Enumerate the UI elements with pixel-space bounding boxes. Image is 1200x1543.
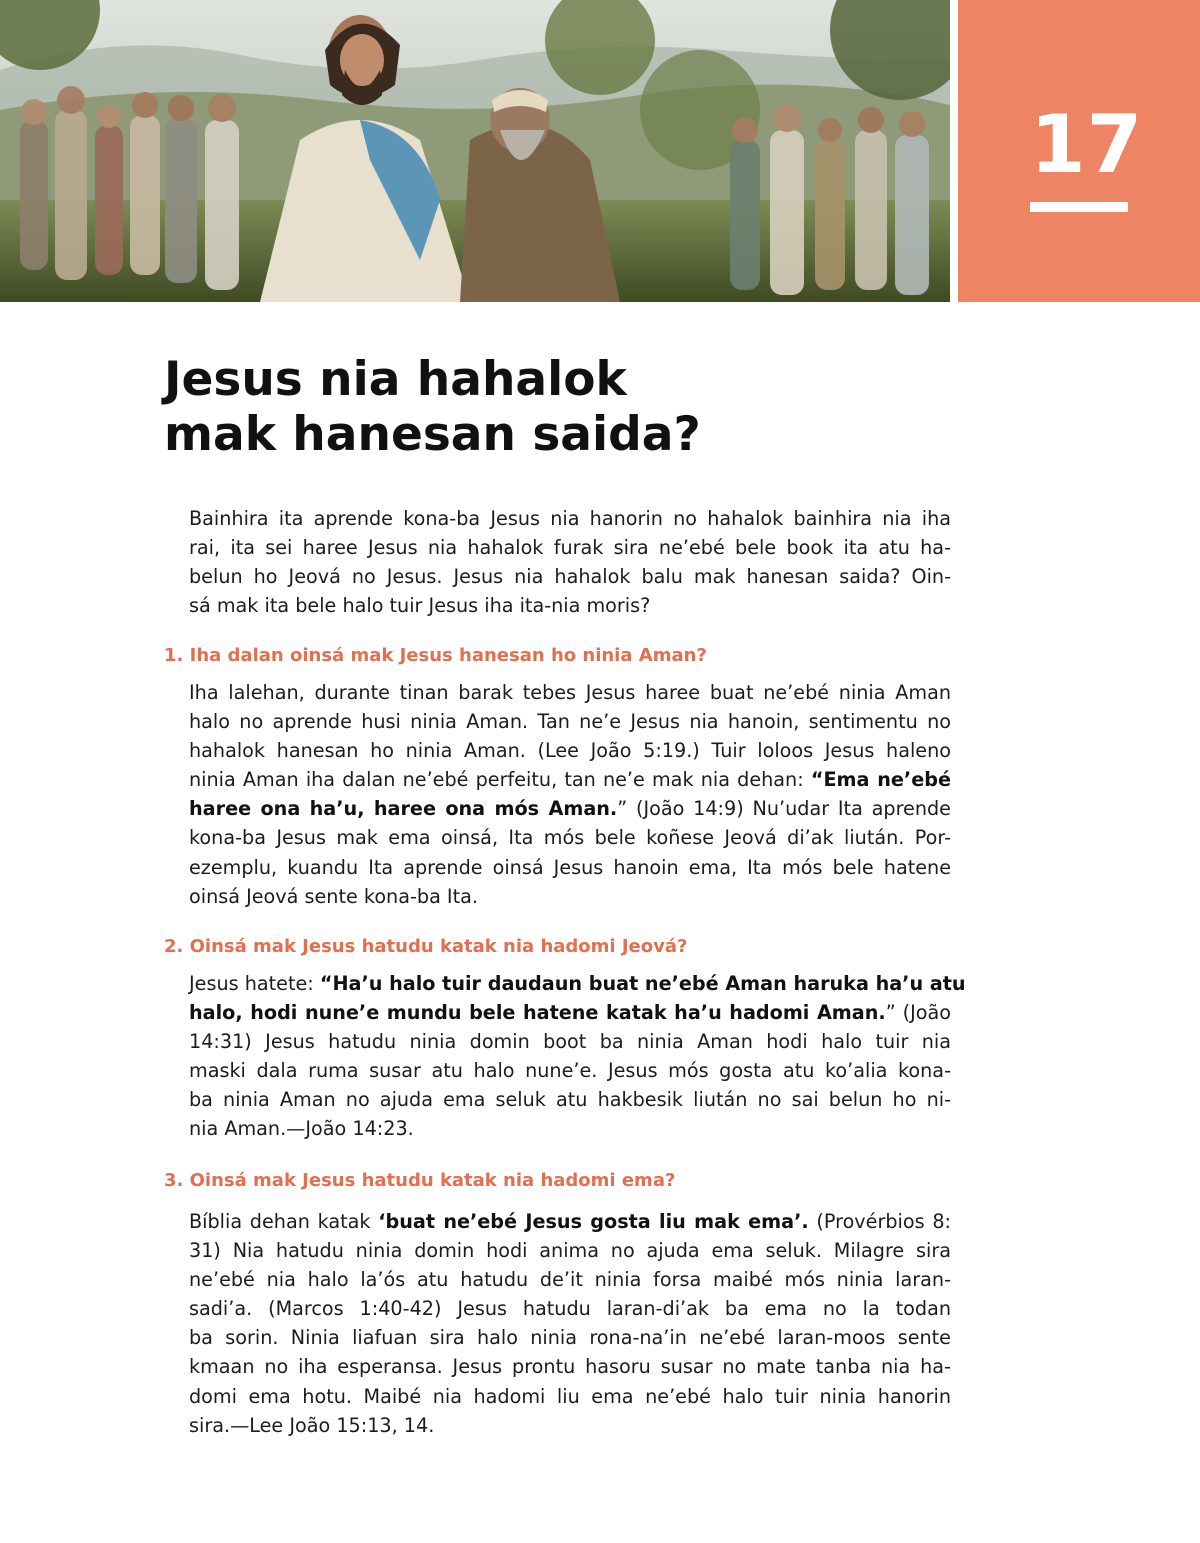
page-title-line-1: Jesus nia hahalok	[164, 352, 627, 407]
scripture-quote: “Ha’u halo tuir daudaun buat ne’ebé Aman haruka ha’u atu	[319, 972, 966, 995]
intro-line: Bainhira ita aprende kona-ba Jesus nia hanorin no hahalok bainhira nia iha	[189, 507, 951, 530]
section-1-paragraph	[189, 678, 951, 911]
paragraph-line: ezemplu, kuandu Ita aprende oinsá Jesus hanoin ema, Ita mós bele hatene	[189, 855, 951, 879]
question-heading-3: 3. Oinsá mak Jesus hatudu katak nia hadomi ema?	[164, 1170, 676, 1191]
paragraph-line: 31) Nia hatudu ninia domin hodi anima no ajuda ema seluk. Milagre sira	[189, 1239, 951, 1263]
paragraph-line: haree ona ha’u, haree ona mós Aman.” (João 14:9) Nu’udar Ita aprende	[189, 797, 951, 821]
section-2-paragraph	[189, 969, 966, 1144]
paragraph-line: oinsá Jeová sente kona-ba Ita.	[189, 884, 478, 908]
paragraph-line: ne’ebé nia halo la’ós atu hatudu de’it ninia forsa maibé mós ninia laran-	[189, 1268, 951, 1292]
paragraph-line: kmaan no iha esperansa. Jesus prontu hasoru susar no mate tanba nia ha-	[189, 1355, 951, 1379]
scripture-quote: ‘buat ne’ebé Jesus gosta liu mak ema’.	[378, 1210, 809, 1233]
scripture-quote: halo, hodi nune’e mundu bele hatene katak ha’u hadomi Aman.	[189, 1001, 886, 1025]
question-heading-1: 1. Iha dalan oinsá mak Jesus hanesan ho ninia Aman?	[164, 645, 707, 666]
paragraph-line: ba ninia Aman no ajuda ema seluk atu hakbesik liután no sai belun ho ni-	[189, 1088, 951, 1112]
paragraph-line: Bíblia dehan katak ‘buat ne’ebé Jesus gosta liu mak ema’. (Provérbios 8:	[189, 1210, 951, 1233]
scripture-quote: haree ona ha’u, haree ona mós Aman.	[189, 797, 618, 821]
paragraph-line: 14:31) Jesus hatudu ninia domin boot ba ninia Aman hodi halo tuir nia	[189, 1030, 951, 1054]
intro-line: belun ho Jeová no Jesus. Jesus nia hahalok balu mak hanesan saida? Oin-	[189, 565, 951, 589]
paragraph-line: ba sorin. Ninia liafuan sira halo ninia rona-na’in ne’ebé laran-moos sente	[189, 1326, 951, 1350]
page-title	[164, 352, 964, 462]
lesson-badge	[958, 0, 1200, 302]
paragraph-line: hahalok hanesan ho ninia Aman. (Lee João 5:19.) Tuir loloos Jesus haleno	[189, 739, 951, 763]
paragraph-line: halo, hodi nune’e mundu bele hatene katak ha’u hadomi Aman.” (João	[189, 1001, 952, 1025]
lesson-number-underline	[1030, 202, 1128, 212]
question-heading-2: 2. Oinsá mak Jesus hatudu katak nia hadomi Jeová?	[164, 936, 688, 957]
scripture-quote: “Ema ne’ebé	[810, 768, 951, 792]
hero-image	[0, 0, 950, 302]
paragraph-line: Iha lalehan, durante tinan barak tebes Jesus haree buat ne’ebé ninia Aman	[189, 681, 951, 704]
intro-line: sá mak ita bele halo tuir Jesus iha ita-nia moris?	[189, 594, 651, 618]
section-3-paragraph	[189, 1207, 951, 1440]
paragraph-line: nia Aman.—João 14:23.	[189, 1117, 414, 1141]
hero-illustration	[0, 0, 950, 302]
paragraph-line: domi ema hotu. Maibé nia hadomi liu ema ne’ebé halo tuir ninia hanorin	[189, 1384, 951, 1408]
page-title-line-2: mak hanesan saida?	[164, 407, 701, 462]
paragraph-line: maski dala ruma susar atu halo nune’e. Jesus mós gosta atu ko’alia kona-	[189, 1059, 951, 1083]
paragraph-line: kona-ba Jesus mak ema oinsá, Ita mós bele koñese Jeová di’ak liután. Por-	[189, 826, 951, 850]
lesson-number: 17	[1030, 98, 1144, 191]
paragraph-line: sadi’a. (Marcos 1:40-42) Jesus hatudu laran-di’ak ba ema no la todan	[189, 1297, 951, 1321]
paragraph-line: ninia Aman iha dalan ne’ebé perfeitu, tan ne’e mak nia dehan: “Ema ne’ebé	[189, 768, 951, 792]
intro-line: rai, ita sei haree Jesus nia hahalok furak sira ne’ebé bele book ita atu ha-	[189, 536, 951, 560]
intro-paragraph	[189, 504, 951, 620]
paragraph-line: Jesus hatete: “Ha’u halo tuir daudaun buat ne’ebé Aman haruka ha’u atu	[189, 972, 966, 995]
paragraph-line: halo no aprende husi ninia Aman. Tan ne’e Jesus nia hanoin, sentimentu no	[189, 710, 951, 734]
paragraph-line: sira.—Lee João 15:13, 14.	[189, 1413, 435, 1437]
